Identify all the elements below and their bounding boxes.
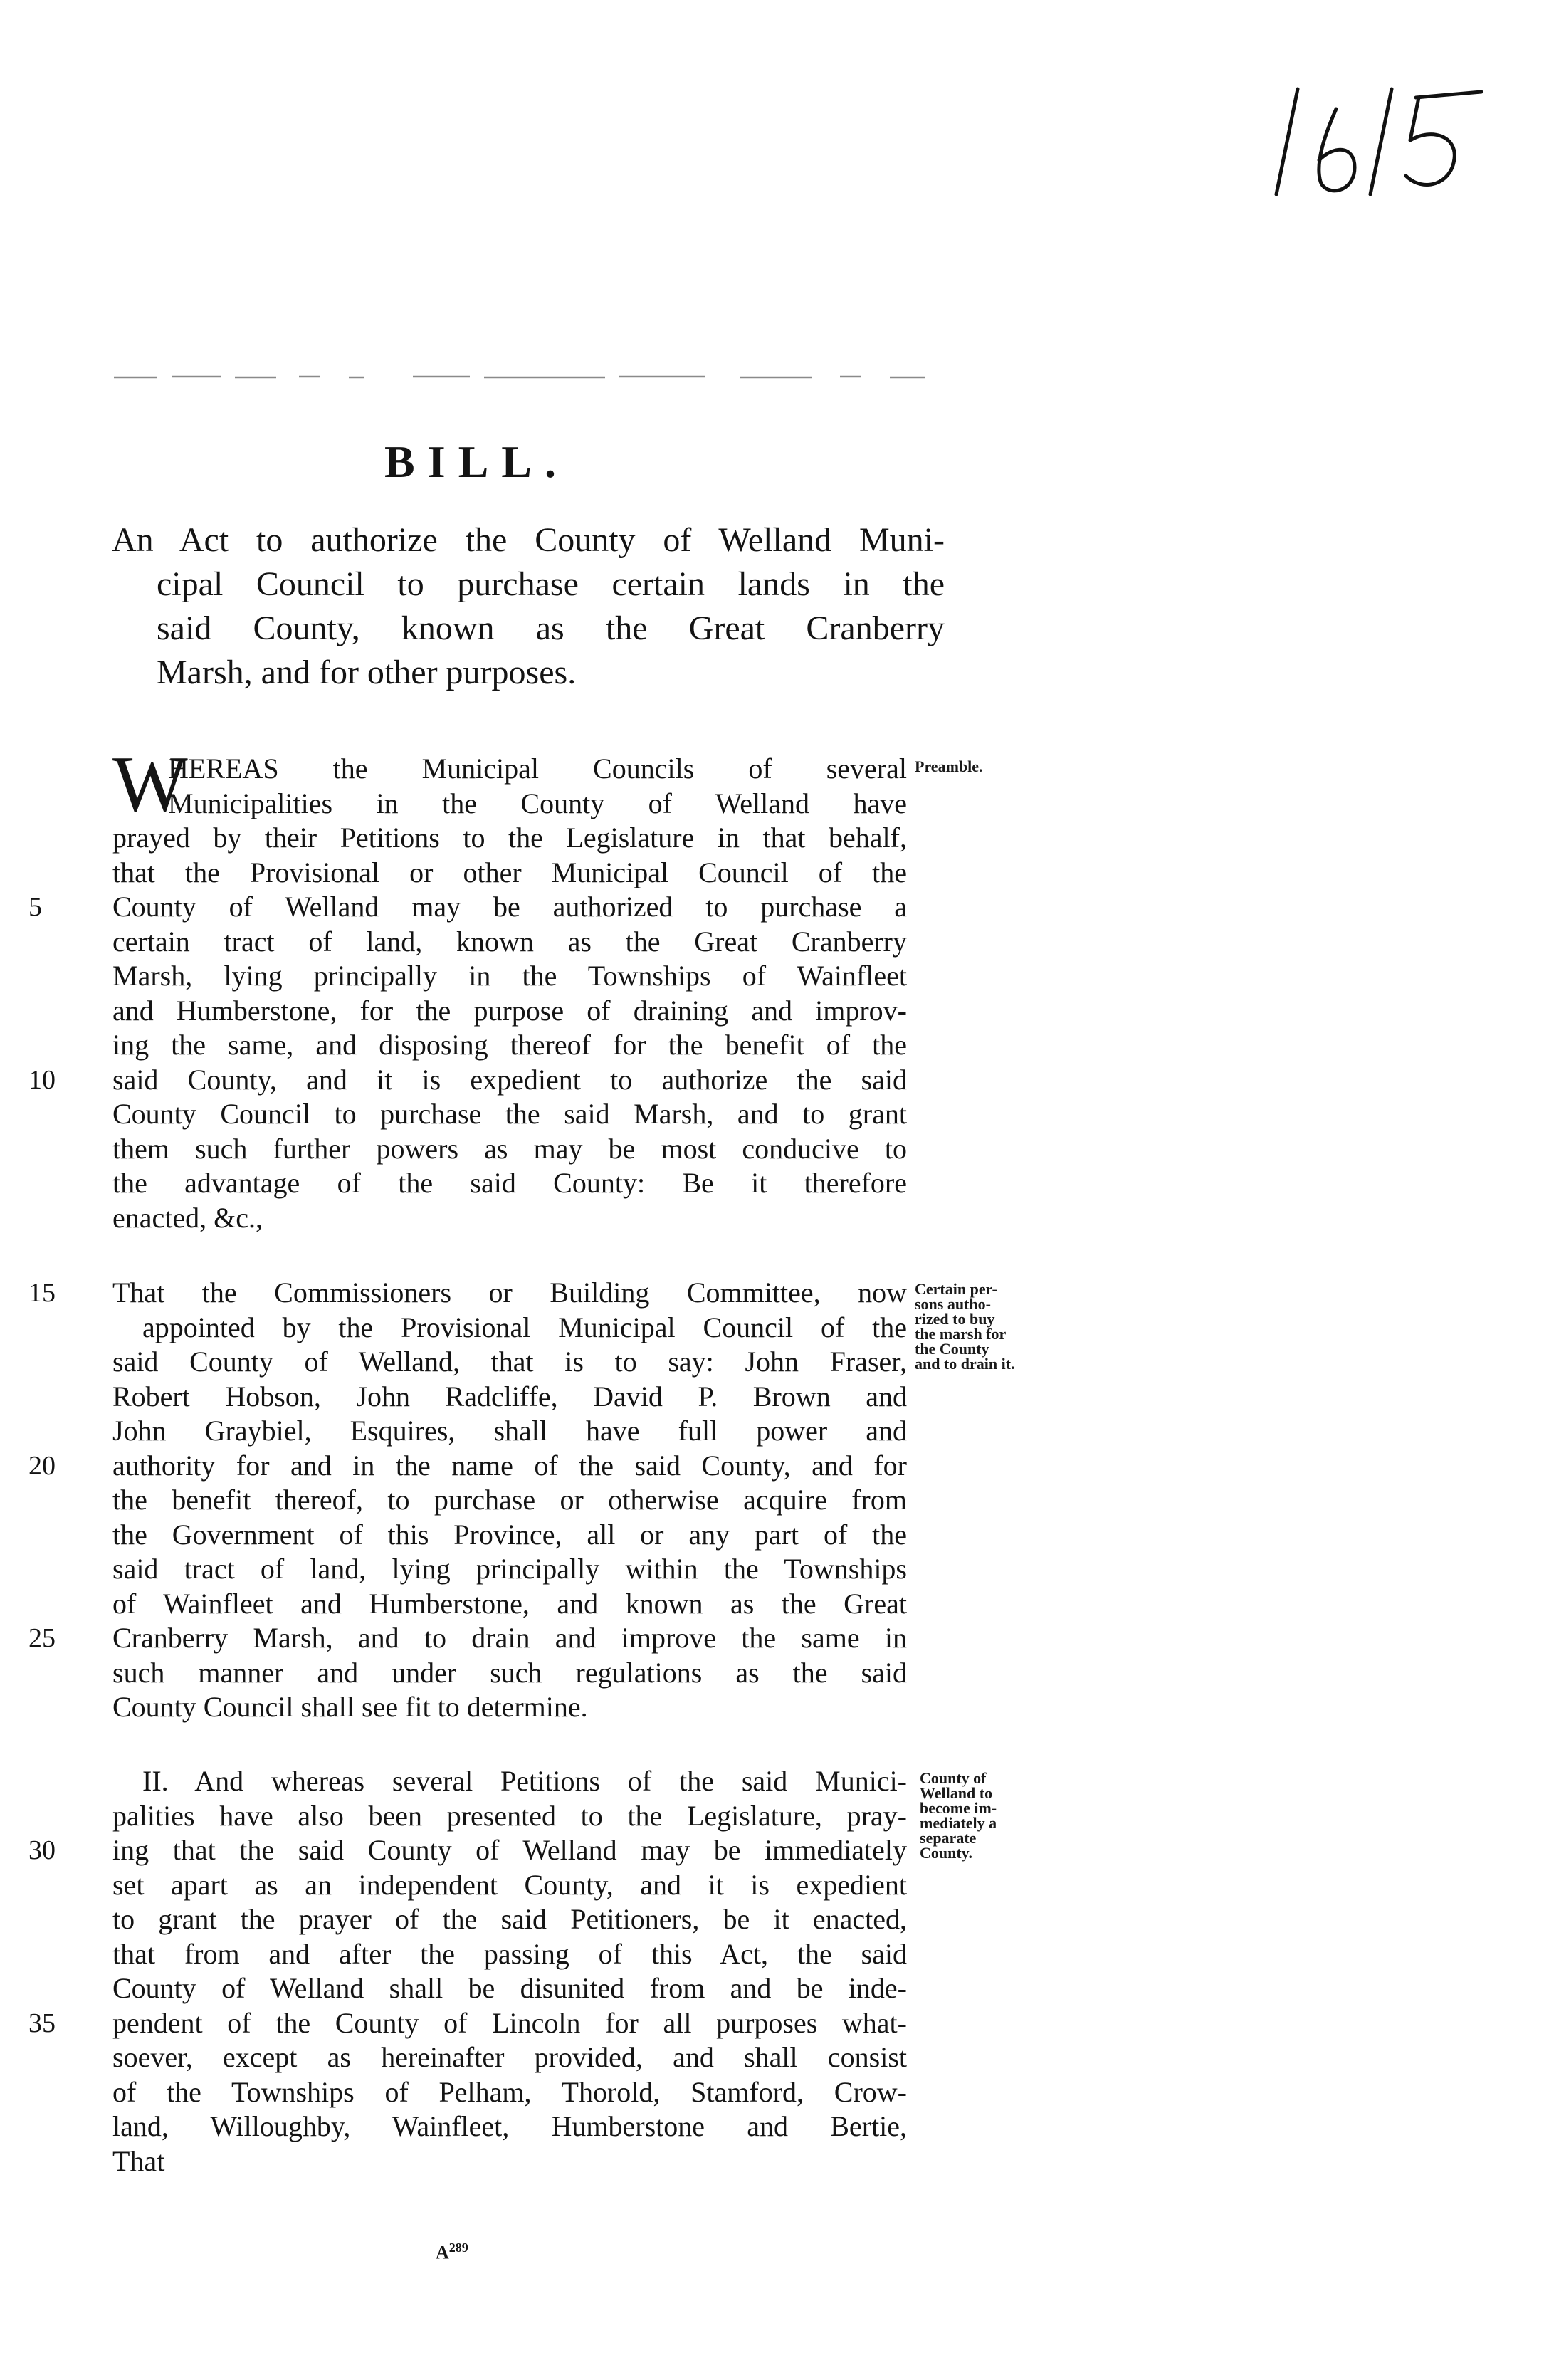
margin-note-line: separate: [920, 1829, 977, 1847]
text-line: said County of Welland, that is to say: John Fraser,: [112, 1346, 907, 1378]
margin-note-line: the County: [915, 1340, 989, 1358]
text-line: Municipalities in the County of Welland have: [168, 787, 907, 819]
margin-note-preamble: [915, 759, 983, 774]
text-line: certain tract of land, known as the Great Cranberry: [112, 925, 907, 958]
text-line: the advantage of the said County: Be it therefore: [112, 1167, 907, 1199]
margin-note-line: Welland to: [920, 1784, 993, 1802]
section-2-paragraph: [28, 1764, 907, 2179]
preamble-paragraph: [28, 740, 907, 1235]
text-line: John Graybiel, Esquires, shall have full power and: [112, 1415, 907, 1447]
line-number: 15: [28, 1278, 56, 1308]
text-line: said tract of land, lying principally within the Townships: [112, 1553, 907, 1585]
text-line: set apart as an independent County, and it is expedient: [112, 1868, 907, 1901]
margin-note-line: Preamble.: [915, 757, 983, 775]
text-line: County Council to purchase the said Marsh, and to grant: [112, 1098, 907, 1130]
text-line: palities have also been presented to the Legislature, pray-: [112, 1799, 907, 1832]
act-title-line: cipal Council to purchase certain lands in the: [157, 565, 945, 603]
text-line: the benefit thereof, to purchase or otherwise acquire from: [112, 1484, 907, 1516]
text-line: 25 Cranberry Marsh, and to drain and improve the same in: [112, 1621, 907, 1656]
margin-note-line: County.: [920, 1844, 972, 1862]
text-line: land, Willoughby, Wainfleet, Humberstone and Bertie,: [112, 2110, 907, 2142]
text-line: appointed by the Provisional Municipal Council of the: [142, 1311, 907, 1343]
line-number: 35: [28, 2008, 56, 2038]
margin-note-line: mediately a: [920, 1814, 997, 1832]
text-line: Robert Hobson, John Radcliffe, David P. Brown and: [112, 1380, 907, 1412]
text-line: the Government of this Province, all or any part of the: [112, 1518, 907, 1551]
text-line: II. And whereas several Petitions of the said Munici-: [142, 1765, 907, 1797]
text-line: County of Welland shall be disunited from and be inde-: [112, 1972, 907, 2004]
text-line: 15 That the Commissioners or Building Committee, now: [112, 1276, 907, 1311]
text-line: ing the same, and disposing thereof for the benefit of the: [112, 1029, 907, 1061]
drop-cap: W: [112, 740, 188, 829]
text-line: County Council shall see fit to determine.: [112, 1691, 588, 1723]
text-line: Marsh, lying principally in the Townships of Wainfleet: [112, 960, 907, 992]
line-number: 20: [28, 1450, 56, 1481]
printer-signature: [436, 2240, 468, 2264]
text-line: that from and after the passing of this Act, the said: [112, 1937, 907, 1970]
margin-note-line: Certain per-: [915, 1280, 997, 1298]
margin-note-line: County of: [920, 1769, 987, 1787]
text-line: prayed by their Petitions to the Legislature in that behalf,: [112, 822, 907, 854]
text-line: to grant the prayer of the said Petitioners, be it enacted,: [112, 1903, 907, 1935]
signature-letter: A: [436, 2242, 449, 2263]
act-title-line: said County, known as the Great Cranberry: [157, 609, 945, 647]
text-line: and Humberstone, for the purpose of draining and improv-: [112, 994, 907, 1027]
text-line: 5 County of Welland may be authorized to purchase a: [112, 890, 907, 925]
margin-note-line: the marsh for: [915, 1325, 1007, 1343]
text-line: That: [112, 2144, 165, 2177]
text-line: them such further powers as may be most conducive to: [112, 1132, 907, 1165]
text-line: enacted, &c.,: [112, 1201, 263, 1234]
line-number: 25: [28, 1623, 56, 1653]
text-line: of the Townships of Pelham, Thorold, Stamford, Crow-: [112, 2075, 907, 2108]
bill-title: BILL.: [384, 436, 569, 487]
text-line: of Wainfleet and Humberstone, and known as the Great: [112, 1587, 907, 1620]
act-title-line: An Act to authorize the County of Welland Muni-: [112, 521, 945, 559]
act-title-line: Marsh, and for other purposes.: [157, 654, 577, 691]
margin-note-line: and to drain it.: [915, 1355, 1015, 1373]
text-line: 20 authority for and in the name of the said County, and for: [112, 1449, 907, 1484]
text-line: such manner and under such regulations as the said: [112, 1656, 907, 1689]
handwritten-page-number: [1271, 68, 1484, 203]
text-line: 30 ing that the said County of Welland may be immediately: [112, 1833, 907, 1868]
margin-note-line: sons autho-: [915, 1295, 991, 1313]
margin-note-section-2: [920, 1771, 997, 1860]
section-1-paragraph: [28, 1276, 907, 1725]
line-number: 30: [28, 1835, 56, 1865]
text-line: soever, except as hereinafter provided, and shall consist: [112, 2041, 907, 2073]
line-number: 10: [28, 1064, 56, 1095]
margin-note-line: become im-: [920, 1799, 997, 1817]
margin-note-section-1: [915, 1281, 1015, 1371]
text-line: 35 pendent of the County of Lincoln for all purposes what-: [112, 2006, 907, 2041]
act-title: [112, 518, 945, 695]
top-decorative-rule: [114, 370, 925, 383]
signature-number: 289: [448, 2240, 468, 2255]
text-line: W HEREAS the Municipal Councils of several: [112, 740, 907, 829]
text-line: that the Provisional or other Municipal Council of the: [112, 856, 907, 888]
text-line: 10 said County, and it is expedient to authorize the said: [112, 1063, 907, 1098]
line-number: 5: [28, 892, 42, 922]
margin-note-line: rized to buy: [915, 1310, 995, 1328]
